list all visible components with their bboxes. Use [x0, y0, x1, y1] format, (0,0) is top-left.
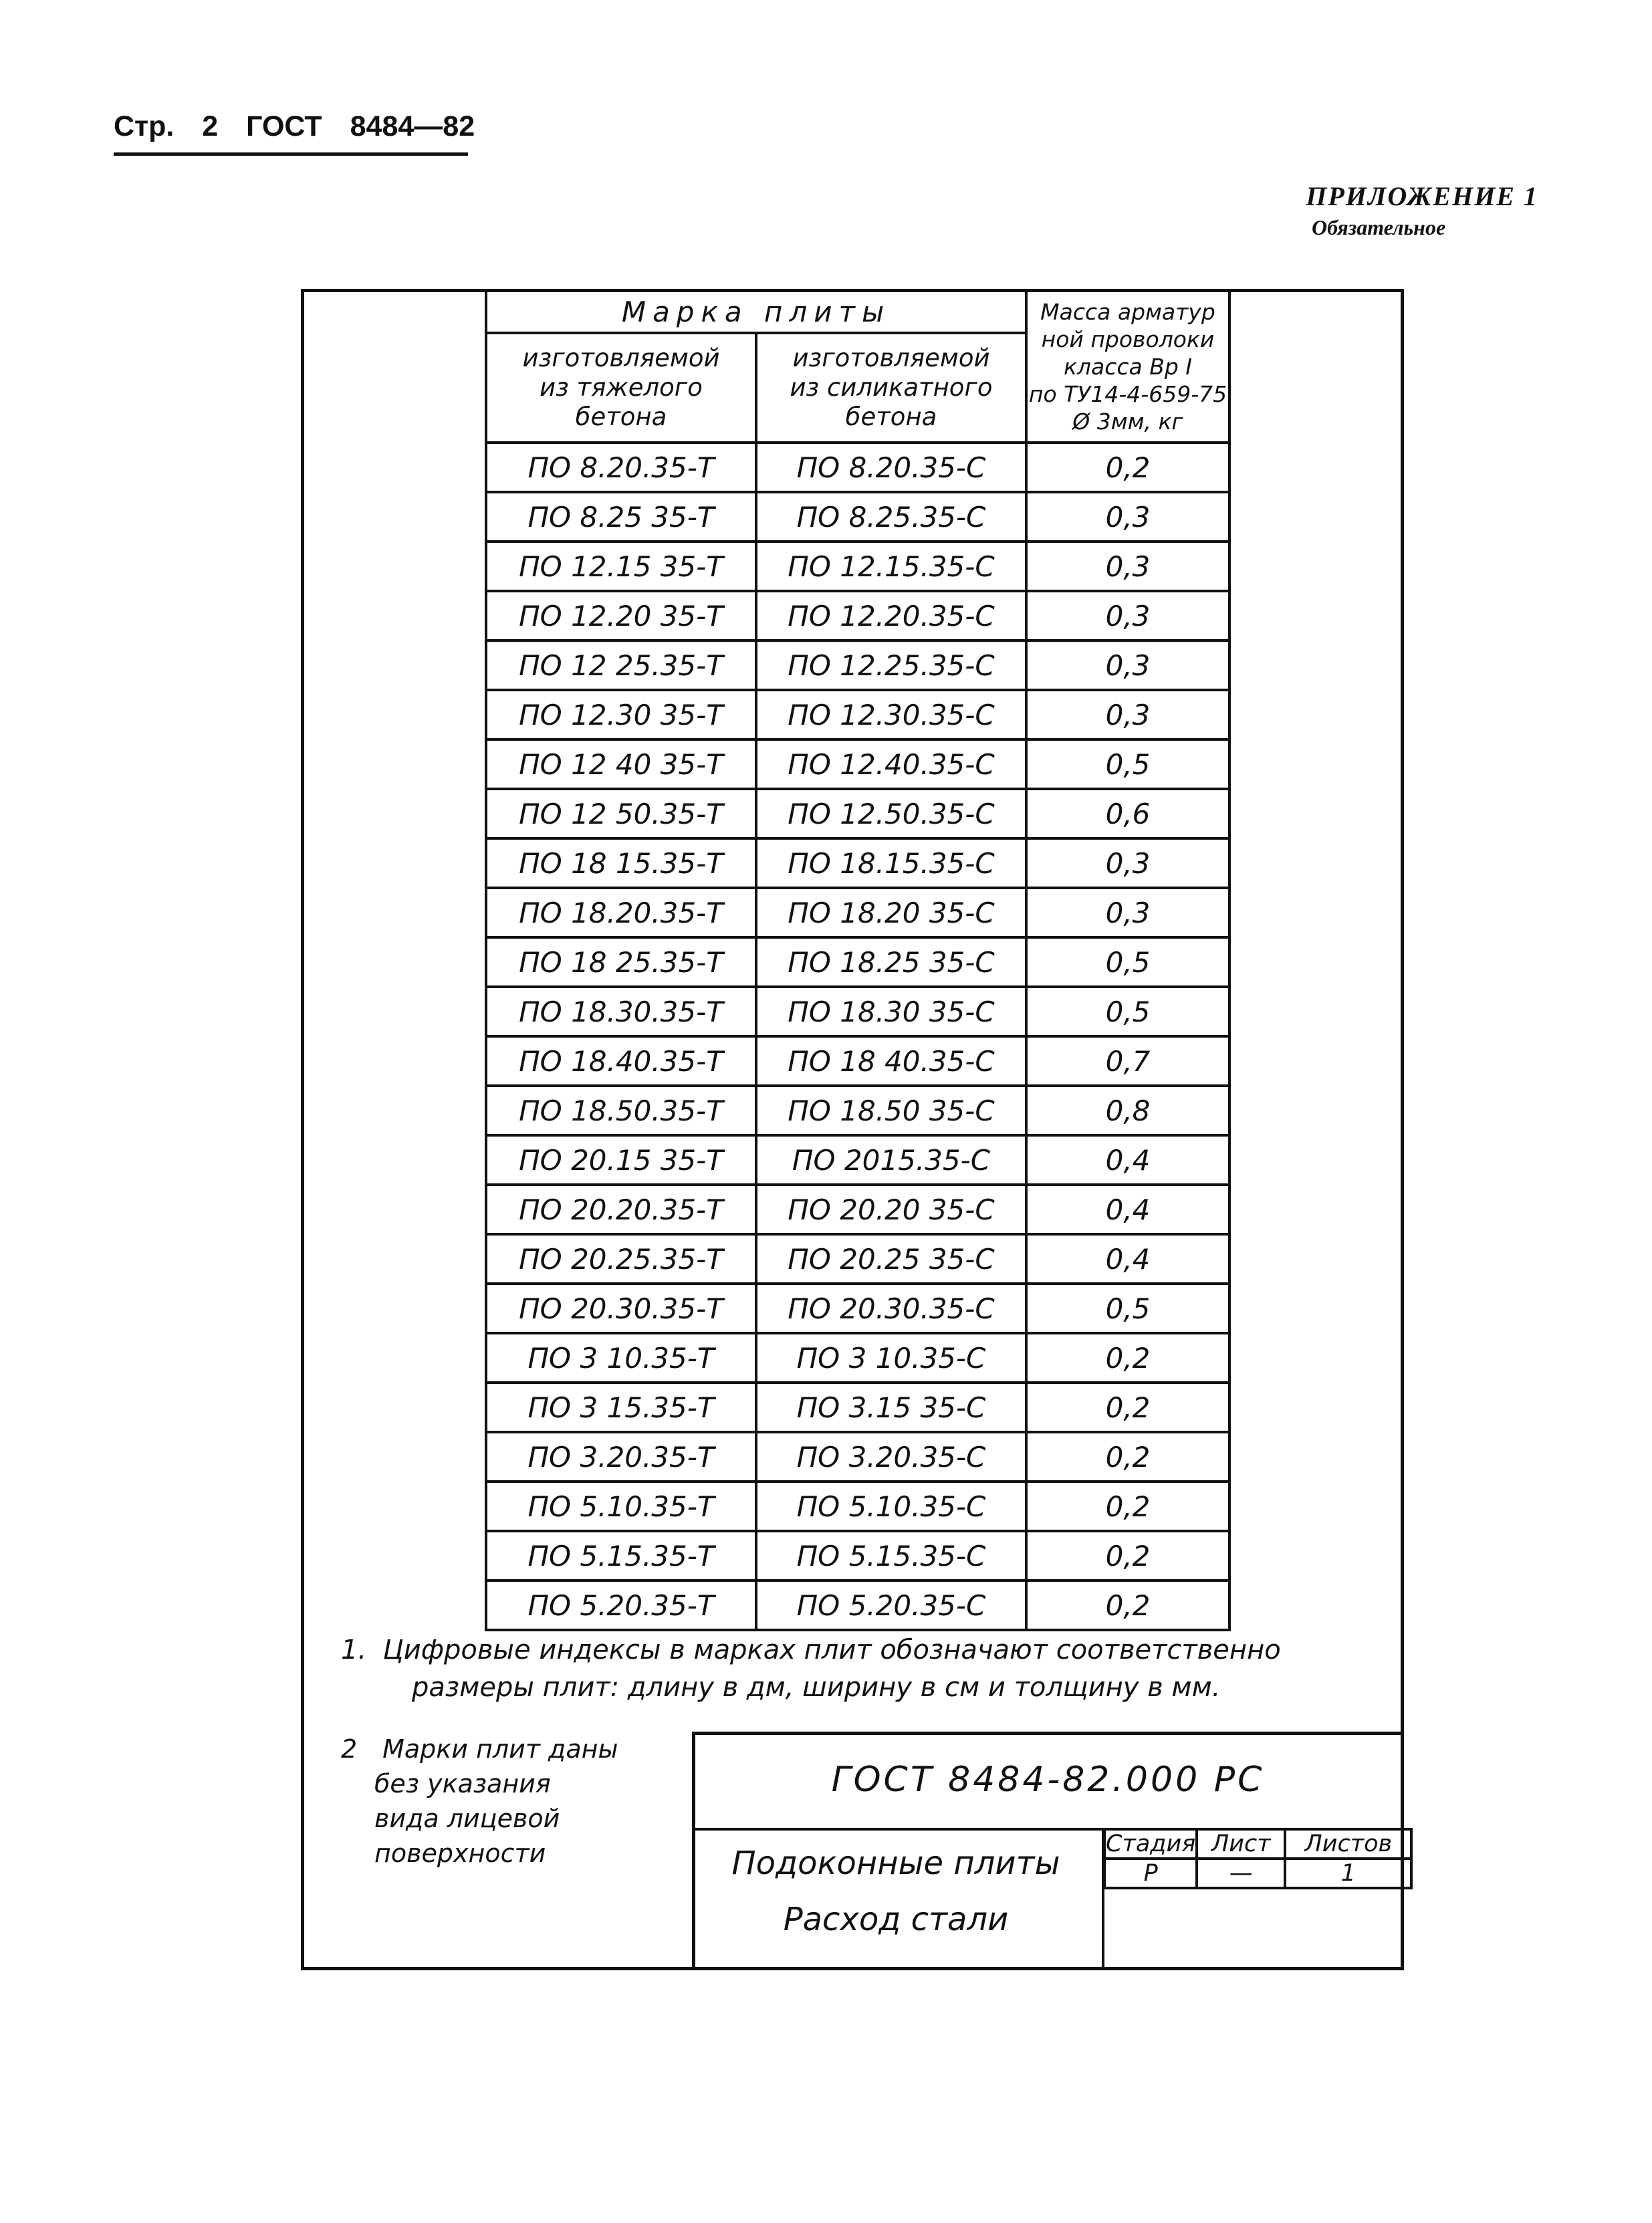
mass-cell: 0,2	[1026, 1383, 1229, 1432]
silicate-mark-cell: ПО 5.10.35-С	[756, 1482, 1026, 1531]
sheet-label: Лист	[1197, 1829, 1285, 1859]
table-row	[486, 542, 1229, 591]
group-header: Марка плиты	[486, 290, 1026, 333]
mass-header-line: ной проволоки	[1041, 326, 1215, 352]
note-number: 2	[341, 1734, 358, 1764]
mass-cell: 0,3	[1026, 591, 1229, 640]
heavy-mark-cell: ПО 20.30.35-Т	[486, 1284, 756, 1333]
silicate-mark-cell: ПО 8.20.35-С	[756, 443, 1026, 492]
mass-cell: 0,5	[1026, 987, 1229, 1036]
mass-header-line: Масса арматур	[1040, 298, 1215, 325]
heavy-mark-cell: ПО 5.10.35-Т	[486, 1482, 756, 1531]
mass-cell: 0,2	[1026, 1432, 1229, 1482]
page-label: Стр.	[114, 110, 174, 142]
heavy-mark-cell: ПО 3.20.35-Т	[486, 1432, 756, 1482]
mass-cell: 0,3	[1026, 492, 1229, 542]
mass-cell: 0,4	[1026, 1234, 1229, 1284]
header-line: изготовляемой	[792, 344, 990, 372]
table-row	[486, 443, 1229, 492]
heavy-mark-cell: ПО 3 15.35-Т	[486, 1383, 756, 1432]
heavy-mark-cell: ПО 5.20.35-Т	[486, 1581, 756, 1630]
silicate-mark-cell: ПО 18 40.35-С	[756, 1036, 1026, 1086]
standard-number: 8484—82	[350, 110, 475, 142]
silicate-mark-cell: ПО 12.20.35-С	[756, 591, 1026, 640]
heavy-mark-cell: ПО 8.25 35-Т	[486, 492, 756, 542]
mass-cell: 0,4	[1026, 1135, 1229, 1185]
table-row	[486, 1086, 1229, 1135]
mass-header-line: по ТУ14-4-659-75	[1028, 380, 1227, 407]
page-number: 2	[202, 110, 219, 142]
header-line: бетона	[575, 402, 667, 431]
note-text: размеры плит: длину в дм, ширину в см и толщину в мм.	[412, 1672, 1221, 1703]
heavy-mark-cell: ПО 20.20.35-Т	[486, 1185, 756, 1234]
silicate-mark-cell: ПО 12.40.35-С	[756, 739, 1026, 789]
heavy-mark-cell: ПО 18.40.35-Т	[486, 1036, 756, 1086]
heavy-mark-cell: ПО 20.25.35-Т	[486, 1234, 756, 1284]
heavy-mark-cell: ПО 20.15 35-Т	[486, 1135, 756, 1185]
silicate-mark-cell: ПО 18.25 35-С	[756, 937, 1026, 987]
mass-cell: 0,5	[1026, 739, 1229, 789]
mass-cell: 0,2	[1026, 443, 1229, 492]
mass-cell: 0,2	[1026, 1531, 1229, 1581]
silicate-mark-cell: ПО 3.15 35-С	[756, 1383, 1026, 1432]
note-text: Цифровые индексы в марках плит обозначают соответственно	[382, 1635, 1281, 1665]
mass-cell: 0,3	[1026, 690, 1229, 739]
document-name	[695, 1835, 1096, 1948]
heavy-mark-cell: ПО 12.15 35-Т	[486, 542, 756, 591]
note-2	[341, 1732, 662, 1871]
heavy-mark-cell: ПО 12 40 35-Т	[486, 739, 756, 789]
silicate-mark-cell: ПО 12.50.35-С	[756, 789, 1026, 838]
document-name-line: Подоконные плиты	[731, 1845, 1060, 1882]
steel-consumption-table	[485, 289, 1231, 1631]
note-1	[341, 1631, 1384, 1706]
heavy-mark-cell: ПО 5.15.35-Т	[486, 1531, 756, 1581]
table-row	[486, 789, 1229, 838]
note-text: поверхности	[374, 1839, 546, 1868]
note-number: 1.	[341, 1635, 367, 1665]
silicate-mark-cell: ПО 12.30.35-С	[756, 690, 1026, 739]
table-row	[486, 1234, 1229, 1284]
header-line: бетона	[845, 402, 937, 431]
document-code: ГОСТ 8484-82.000 РС	[831, 1760, 1265, 1800]
heavy-mark-cell: ПО 12.20 35-Т	[486, 591, 756, 640]
table-row	[486, 1482, 1229, 1531]
heavy-mark-cell: ПО 8.20.35-Т	[486, 443, 756, 492]
mass-cell: 0,3	[1026, 838, 1229, 888]
mass-cell: 0,2	[1026, 1482, 1229, 1531]
header-underline	[114, 152, 468, 156]
standard-label: ГОСТ	[246, 110, 322, 142]
sheet-value: —	[1197, 1859, 1285, 1888]
mass-cell: 0,3	[1026, 640, 1229, 690]
header-line: из силикатного	[790, 373, 993, 402]
note-text: Марки плит даны	[382, 1734, 618, 1764]
silicate-concrete-header	[756, 333, 1026, 443]
table-row	[486, 838, 1229, 888]
silicate-mark-cell: ПО 18.20 35-С	[756, 888, 1026, 937]
heavy-concrete-header	[486, 333, 756, 443]
table-row	[486, 1036, 1229, 1086]
header-line: изготовляемой	[522, 344, 720, 372]
silicate-mark-cell: ПО 18.50 35-С	[756, 1086, 1026, 1135]
mass-cell: 0,8	[1026, 1086, 1229, 1135]
mass-cell: 0,5	[1026, 1284, 1229, 1333]
stage-label: Стадия	[1106, 1831, 1196, 1857]
table-row	[486, 1531, 1229, 1581]
silicate-mark-cell: ПО 20.20 35-С	[756, 1185, 1026, 1234]
mass-cell: 0,4	[1026, 1185, 1229, 1234]
heavy-mark-cell: ПО 18.20.35-Т	[486, 888, 756, 937]
mass-header-cell	[1026, 290, 1229, 443]
silicate-mark-cell: ПО 20.30.35-С	[756, 1284, 1026, 1333]
silicate-mark-cell: ПО 2015.35-С	[756, 1135, 1026, 1185]
document-name-line: Расход стали	[783, 1901, 1009, 1938]
mass-cell: 0,6	[1026, 789, 1229, 838]
silicate-mark-cell: ПО 12.25.35-С	[756, 640, 1026, 690]
appendix-title: ПРИЛОЖЕНИЕ 1	[1306, 181, 1538, 211]
mass-cell: 0,3	[1026, 542, 1229, 591]
heavy-mark-cell: ПО 12 50.35-Т	[486, 789, 756, 838]
mass-cell: 0,2	[1026, 1581, 1229, 1630]
heavy-mark-cell: ПО 18.50.35-Т	[486, 1086, 756, 1135]
table-row	[486, 937, 1229, 987]
heavy-mark-cell: ПО 12.30 35-Т	[486, 690, 756, 739]
table-row	[486, 492, 1229, 542]
table-row	[486, 739, 1229, 789]
table-row	[486, 690, 1229, 739]
silicate-mark-cell: ПО 18.15.35-С	[756, 838, 1026, 888]
running-header	[114, 110, 495, 143]
mass-cell: 0,7	[1026, 1036, 1229, 1086]
table-row	[486, 1581, 1229, 1630]
mass-header	[1028, 293, 1228, 440]
silicate-mark-cell: ПО 5.20.35-С	[756, 1581, 1026, 1630]
mass-cell: 0,3	[1026, 888, 1229, 937]
silicate-mark-cell: ПО 8.25.35-С	[756, 492, 1026, 542]
table-row	[486, 1185, 1229, 1234]
silicate-mark-cell: ПО 3.20.35-С	[756, 1432, 1026, 1482]
table-row	[486, 987, 1229, 1036]
silicate-mark-cell: ПО 12.15.35-С	[756, 542, 1026, 591]
note-text: вида лицевой	[374, 1804, 560, 1833]
heavy-mark-cell: ПО 18 25.35-Т	[486, 937, 756, 987]
table-row	[486, 888, 1229, 937]
silicate-mark-cell: ПО 3 10.35-С	[756, 1333, 1026, 1383]
table-row	[486, 1432, 1229, 1482]
sheets-value: 1	[1285, 1859, 1411, 1888]
silicate-mark-cell: ПО 5.15.35-С	[756, 1531, 1026, 1581]
stage-value: Р	[1104, 1859, 1197, 1888]
heavy-mark-cell: ПО 12 25.35-Т	[486, 640, 756, 690]
table-row	[486, 1333, 1229, 1383]
table-row	[486, 1284, 1229, 1333]
silicate-mark-cell: ПО 20.25 35-С	[756, 1234, 1026, 1284]
mass-cell: 0,5	[1026, 937, 1229, 987]
heavy-mark-cell: ПО 3 10.35-Т	[486, 1333, 756, 1383]
stage-sheet-grid	[1103, 1828, 1413, 1889]
table-row	[486, 591, 1229, 640]
mass-header-line: Ø 3мм, кг	[1072, 408, 1183, 435]
header-line: из тяжелого	[540, 373, 703, 402]
silicate-mark-cell: ПО 18.30 35-С	[756, 987, 1026, 1036]
table-row	[486, 1383, 1229, 1432]
heavy-mark-cell: ПО 18.30.35-Т	[486, 987, 756, 1036]
table-row	[486, 640, 1229, 690]
table-row	[486, 1135, 1229, 1185]
heavy-mark-cell: ПО 18 15.35-Т	[486, 838, 756, 888]
note-text: без указания	[374, 1769, 551, 1798]
appendix-status: Обязательное	[1312, 215, 1446, 239]
mass-cell: 0,2	[1026, 1333, 1229, 1383]
sheets-label: Листов	[1285, 1829, 1411, 1859]
mass-header-line: класса Вр I	[1063, 353, 1193, 380]
